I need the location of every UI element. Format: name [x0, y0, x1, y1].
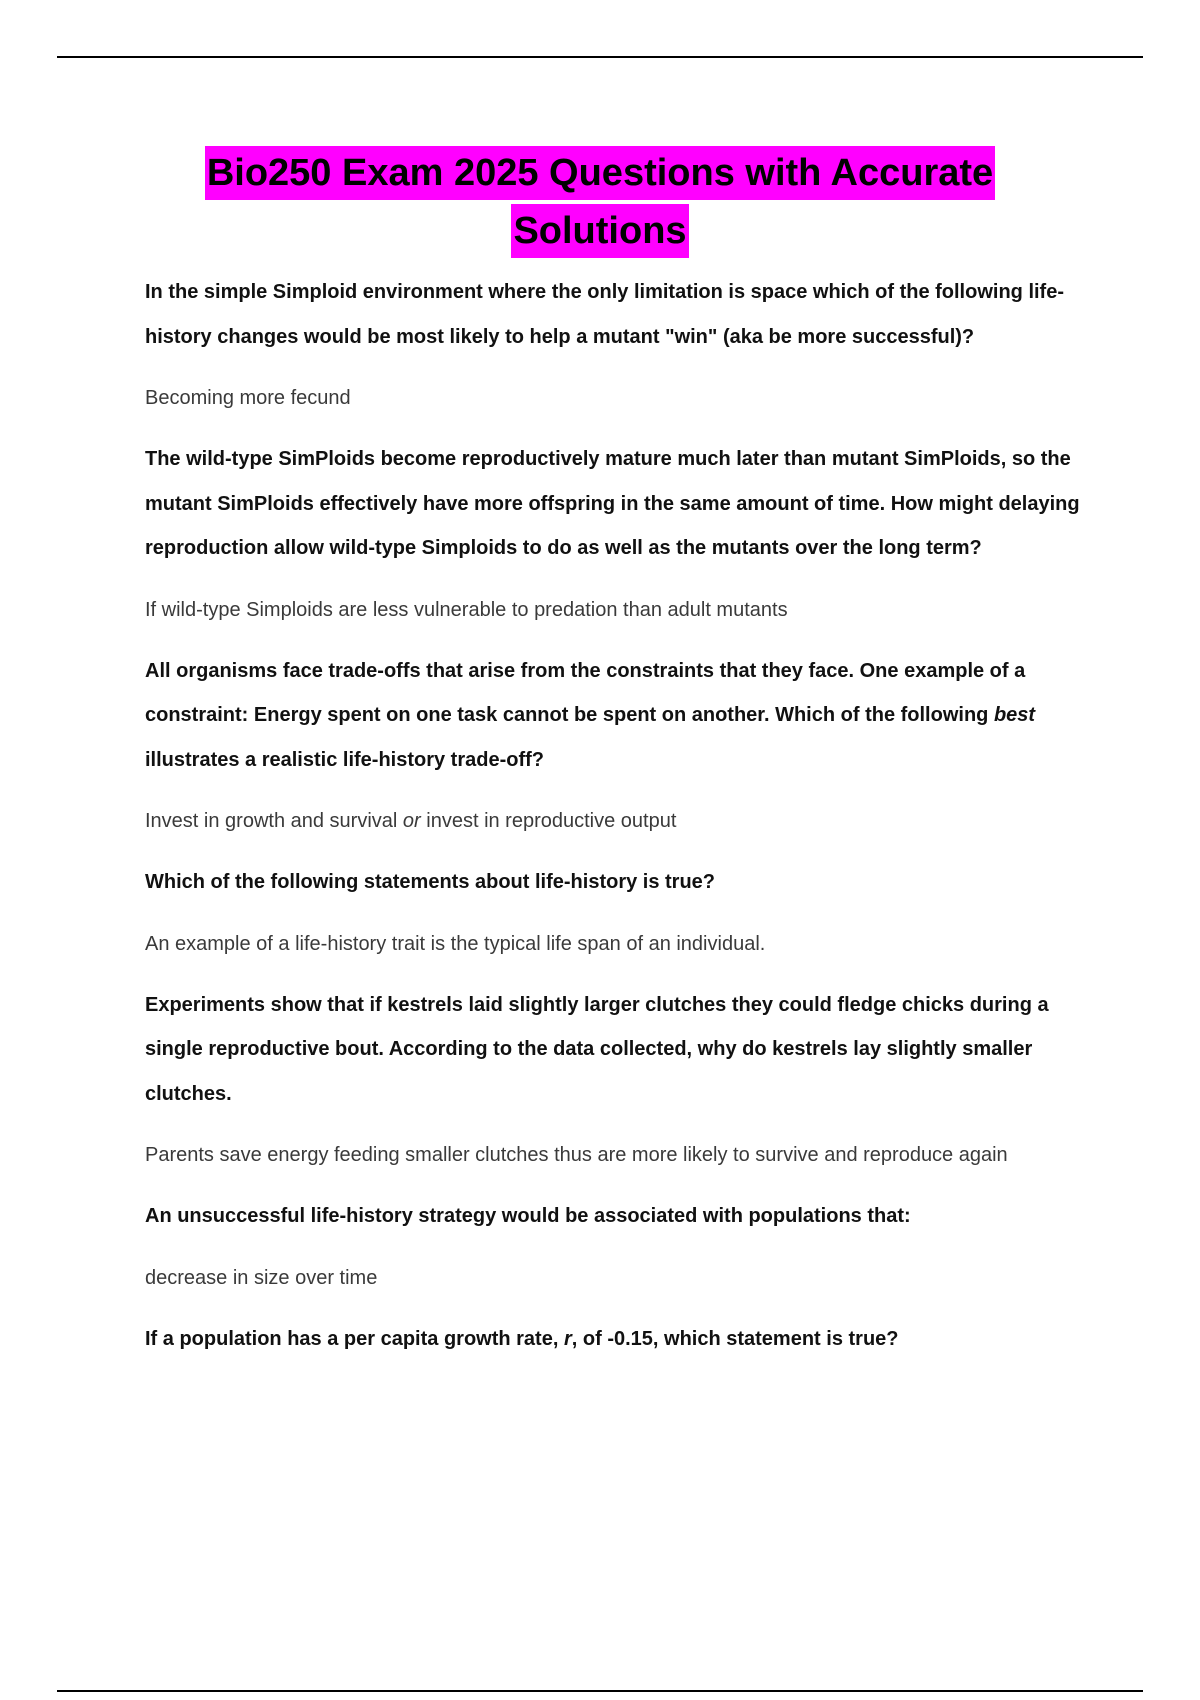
question-7 [145, 1317, 1085, 1362]
qa-list [145, 270, 1085, 1361]
question-3 [145, 649, 1085, 783]
bottom-rule [57, 1690, 1143, 1692]
question-3-text-a: All organisms face trade-offs that arise from the constraints that they face. One example of a constraint: Energy spent on one task cannot be spent on another. Which of the following [145, 659, 1026, 726]
answer-6: decrease in size over time [145, 1266, 378, 1289]
document-title [0, 144, 1200, 260]
answer-3 [145, 798, 1085, 844]
answer-1: Becoming more fecund [145, 387, 351, 409]
question-3-text-b: illustrates a realistic life-history trade-off? [145, 748, 544, 771]
title-line-2: Solutions [511, 204, 688, 258]
question-4: Which of the following statements about life-history is true? [145, 871, 716, 893]
answer-4: An example of a life-history trait is the typical life span of an individual. [145, 932, 766, 955]
question-5: Experiments show that if kestrels laid slightly larger clutches they could fledge chicks during a single reproductive bout. According to the data collected, why do kestrels lay slightly smaller clutches. [145, 993, 1049, 1105]
question-7-text-a: If a population has a per capita growth rate, [145, 1327, 564, 1350]
question-7-text-b: , of -0.15, which statement is true? [571, 1327, 899, 1350]
question-7-emphasis: r [563, 1327, 572, 1350]
answer-3-text-b: invest in reproductive output [420, 810, 677, 832]
answer-2: If wild-type Simploids are less vulnerable to predation than adult mutants [145, 598, 788, 621]
top-rule [57, 56, 1143, 58]
answer-3-emphasis: or [402, 810, 421, 832]
title-line-1: Bio250 Exam 2025 Questions with Accurate [205, 146, 995, 200]
question-6: An unsuccessful life-history strategy would be associated with populations that: [145, 1205, 911, 1227]
answer-5: Parents save energy feeding smaller clutches thus are more likely to survive and reproduce again [145, 1144, 1008, 1166]
answer-3-text-a: Invest in growth and survival [145, 810, 403, 832]
question-1: In the simple Simploid environment where the only limitation is space which of the following life-history changes would be most likely to help a mutant "win" (aka be more successful)? [145, 281, 1064, 348]
question-2: The wild-type SimPloids become reproductively mature much later than mutant SimPloids, so the mutant SimPloids effectively have more offspring in the same amount of time. How might delaying reproduction allow wild-type Simploids to do as well as the mutants over the long term? [145, 448, 1080, 559]
question-3-emphasis: best [993, 704, 1036, 726]
